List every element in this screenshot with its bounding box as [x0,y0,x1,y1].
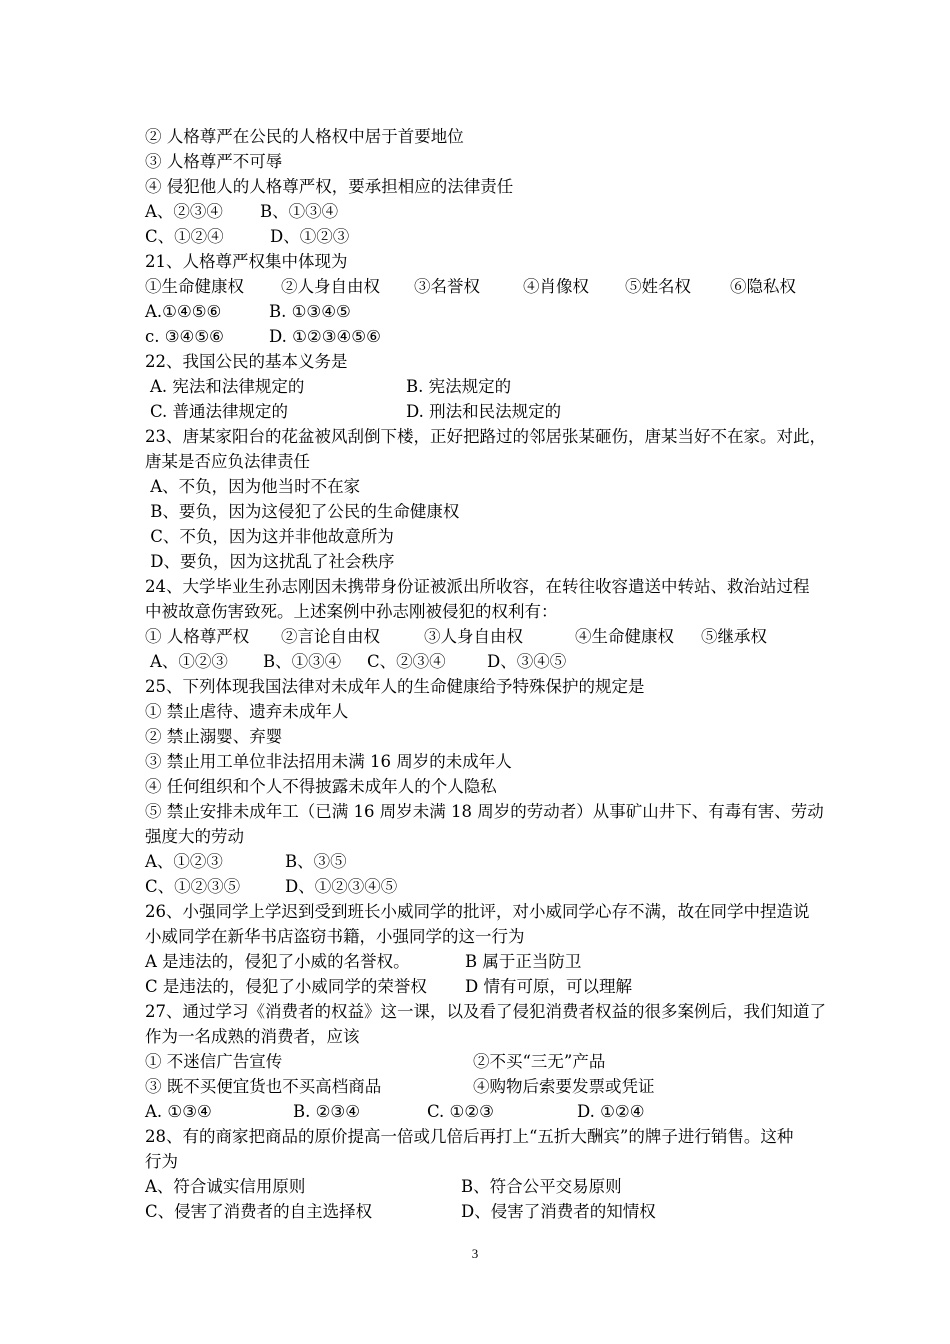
item: ⑤继承权 [701,627,767,646]
item: ① 人格尊严权 [145,627,250,646]
answer-options [145,399,561,424]
option: A、①②③ [145,852,223,871]
question-text: 唐某是否应负法律责任 [145,452,310,471]
option: D 情有可原，可以理解 [465,977,632,996]
option: C 是违法的，侵犯了小威同学的荣誉权 [145,977,427,996]
question-text: 25、下列体现我国法律对未成年人的生命健康给予特殊保护的规定是 [145,677,645,696]
option: D. ①②③④⑤⑥ [269,327,381,346]
answer-options [145,224,349,249]
item: ① 不迷信广告宣传 [145,1052,283,1071]
text-line: ③ 人格尊严不可辱 [145,152,283,171]
text-line: ④ 侵犯他人的人格尊严权，要承担相应的法律责任 [145,177,514,196]
question-text: 行为 [145,1152,178,1171]
option: B、符合公平交易原则 [461,1177,622,1196]
option: D、①②③ [270,227,350,246]
option: D. 刑法和民法规定的 [406,402,562,421]
item: ② 禁止溺婴、弃婴 [145,727,283,746]
option: C、①②④ [145,227,224,246]
item: ⑥隐私权 [730,277,796,296]
item: ②言论自由权 [281,627,380,646]
option: B、①③④ [260,202,339,221]
text-line: ② 人格尊严在公民的人格权中居于首要地位 [145,127,464,146]
item: ①生命健康权 [145,277,244,296]
answer-options [145,1199,656,1224]
question-text: 26、小强同学上学迟到受到班长小威同学的批评，对小威同学心存不满，故在同学中捏造说 [145,902,810,921]
item-list [145,1049,605,1074]
item: ③ 禁止用工单位非法招用未满 16 周岁的未成年人 [145,752,512,771]
question-text: 23、唐某家阳台的花盆被风刮倒下楼，正好把路过的邻居张某砸伤，唐某当好不在家。对此， [145,427,826,446]
item: ⑤ 禁止安排未成年工（已满 16 周岁未满 18 周岁的劳动者）从事矿山井下、有毒有害、劳动 [145,802,824,821]
option: c. ③④⑤⑥ [145,327,224,346]
option: D. ①②④ [577,1102,645,1121]
item: ②不买“三无”产品 [473,1052,606,1071]
option: B. ②③④ [293,1102,360,1121]
question-text: 小威同学在新华书店盗窃书籍，小强同学的这一行为 [145,927,525,946]
option: A. 宪法和法律规定的 [150,377,305,396]
answer-options [145,849,347,874]
question-text: 21、人格尊严权集中体现为 [145,252,348,271]
item-list [145,274,796,299]
option: B 属于正当防卫 [465,952,582,971]
answer-options [145,324,381,349]
option: B、③⑤ [285,852,347,871]
option: A、②③④ [145,202,223,221]
answer-options [145,949,581,974]
page-number: 3 [471,1246,479,1261]
option: D、①②③④⑤ [285,877,398,896]
item: ③人身自由权 [424,627,523,646]
item-list [145,1074,655,1099]
option: C. ①②③ [427,1102,494,1121]
question-text: 中被故意伤害致死。上述案例中孙志刚被侵犯的权利有： [145,602,558,621]
item: 强度大的劳动 [145,827,244,846]
question-text: 27、通过学习《消费者的权益》这一课，以及看了侵犯消费者权益的很多案例后，我们知道了 [145,1002,826,1021]
answer-options [145,374,511,399]
answer-options [145,1174,622,1199]
option: B、①③④ [263,652,342,671]
option: C. 普通法律规定的 [150,402,289,421]
option: A 是违法的，侵犯了小威的名誉权。 [145,952,410,971]
option: A. ①③④ [145,1102,212,1121]
option: D、③④⑤ [487,652,567,671]
item: ① 禁止虐待、遗弃未成年人 [145,702,349,721]
item: ④生命健康权 [575,627,674,646]
question-text: 24、大学毕业生孙志刚因未携带身份证被派出所收容，在转往收容遣送中转站、救治站过程 [145,577,810,596]
option: B. ①③④⑤ [269,302,351,321]
option: A.①④⑤⑥ [145,302,222,321]
option: A、符合诚实信用原则 [145,1177,306,1196]
item: ④ 任何组织和个人不得披露未成年人的个人隐私 [145,777,497,796]
item: ⑤姓名权 [625,277,691,296]
option: B、要负，因为这侵犯了公民的生命健康权 [145,502,460,521]
item: ③ 既不买便宜货也不买高档商品 [145,1077,382,1096]
item: ④购物后索要发票或凭证 [473,1077,655,1096]
option: A、不负，因为他当时不在家 [145,477,361,496]
item-list [145,624,767,649]
option: D、要负，因为这扰乱了社会秩序 [145,552,395,571]
option: C、侵害了消费者的自主选择权 [145,1202,373,1221]
option: D、侵害了消费者的知情权 [461,1202,656,1221]
question-text: 22、我国公民的基本义务是 [145,352,348,371]
answer-options [145,1099,645,1124]
option: C、不负，因为这并非他故意所为 [145,527,394,546]
option: B. 宪法规定的 [406,377,512,396]
question-text: 28、有的商家把商品的原价提高一倍或几倍后再打上“五折大酬宾”的牌子进行销售。这种 [145,1127,794,1146]
answer-options [145,649,566,674]
answer-options [145,199,338,224]
answer-options [145,974,632,999]
option: C、①②③⑤ [145,877,241,896]
answer-options [145,299,351,324]
item: ④肖像权 [523,277,589,296]
option: C、②③④ [367,652,446,671]
answer-options [145,874,397,899]
option: A、①②③ [150,652,228,671]
item: ③名誉权 [414,277,480,296]
question-text: 作为一名成熟的消费者，应该 [145,1027,360,1046]
item: ②人身自由权 [281,277,380,296]
